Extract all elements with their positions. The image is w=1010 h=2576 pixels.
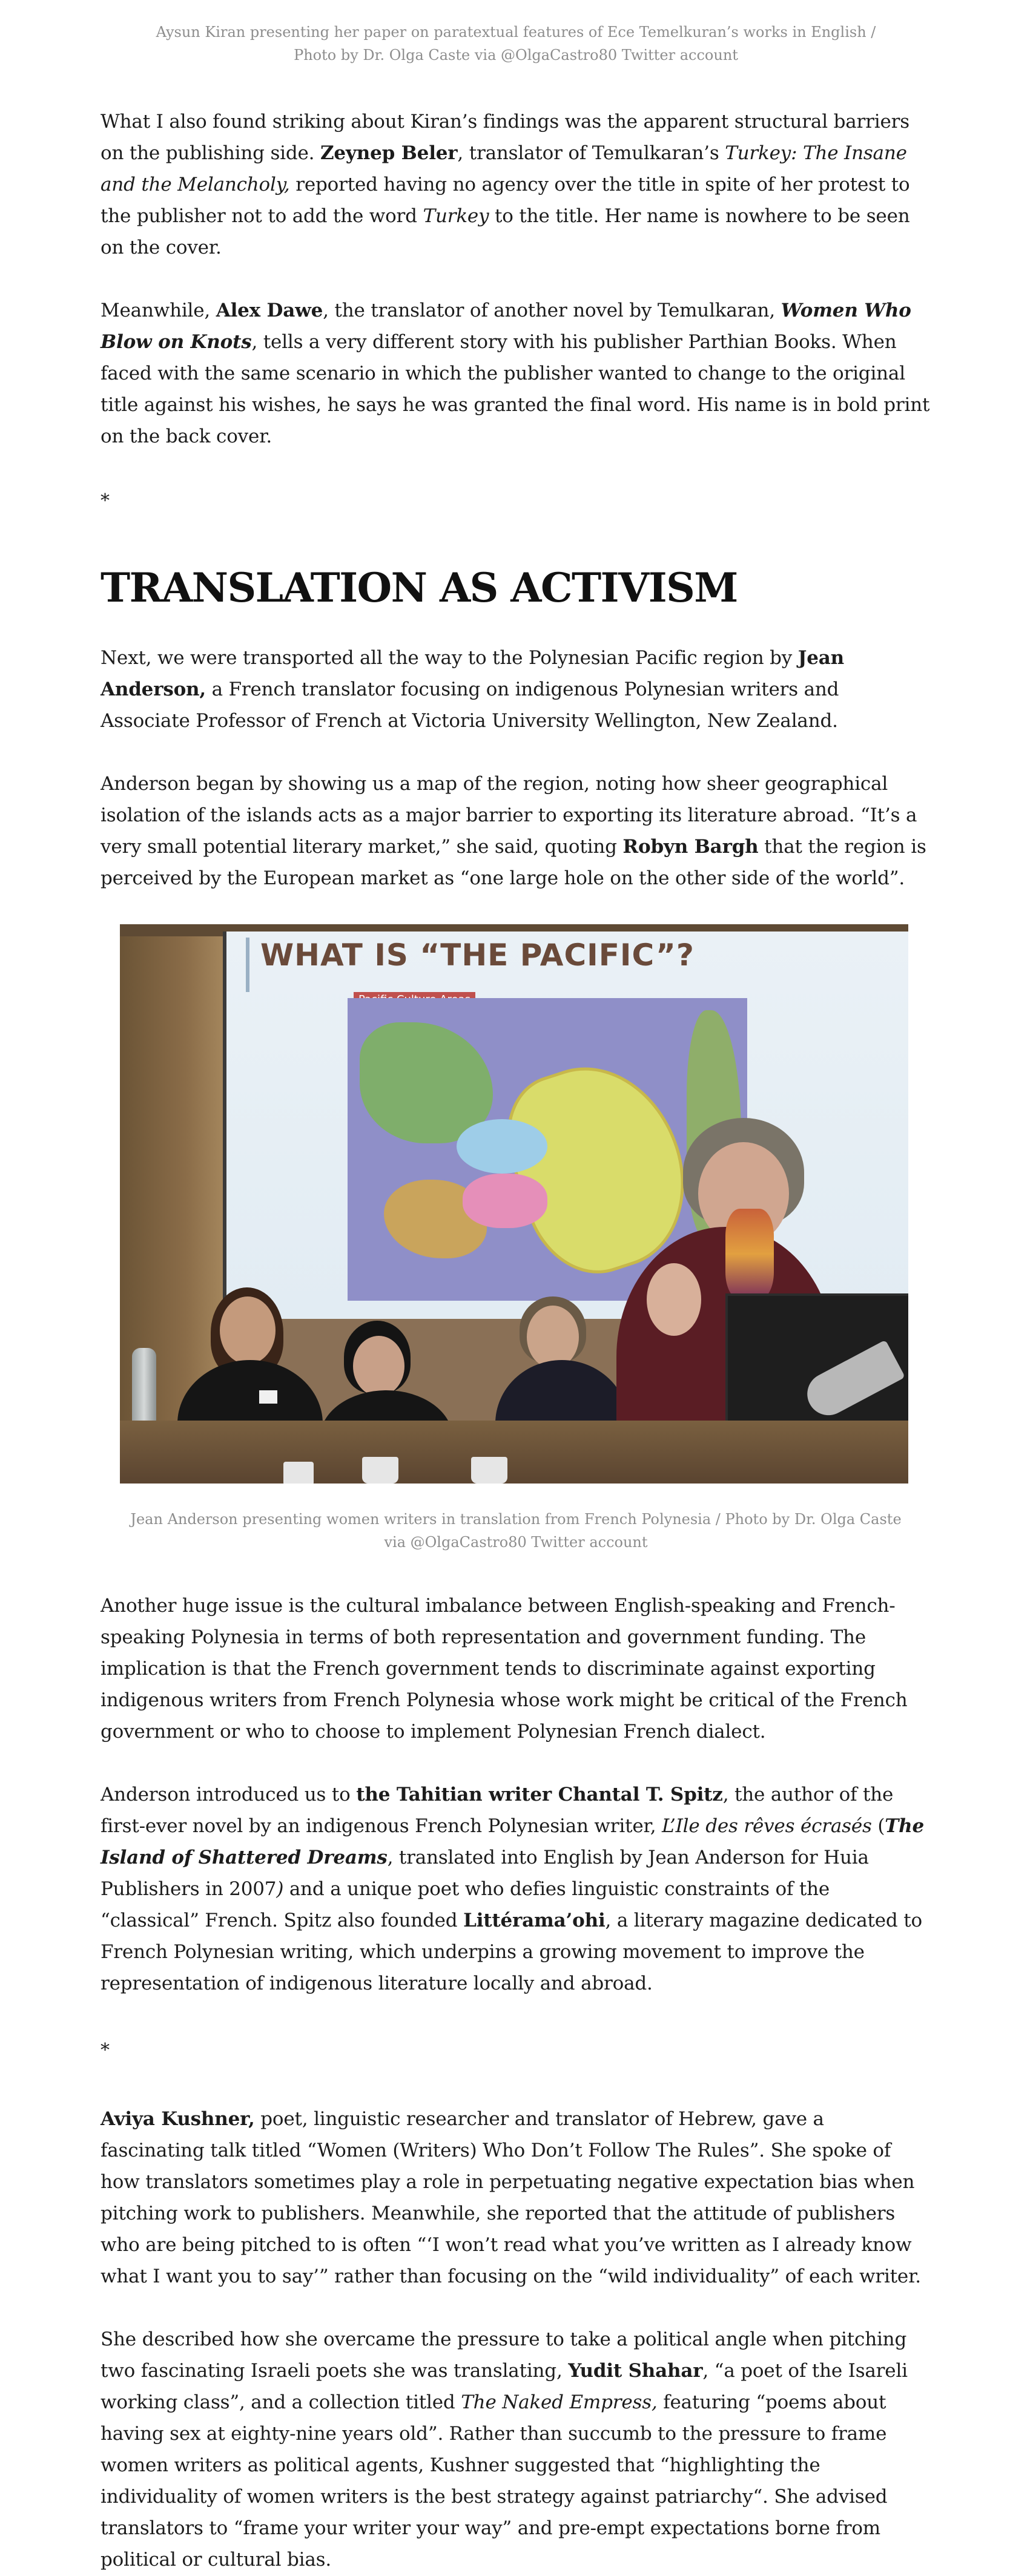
paragraph-israeli-poets: She described how she overcame the pressure to take a political angle when pitching two fascinating Israeli poets she was translating, Yudit Shahar, “a poet of the Isareli working class”, and a collection titled The Naked Empress, featuring “poems about having sex at eighty-nine years old”. Rather than succumb to the pressure to frame women writers as political agents, Kushner suggested that “highlighting the individuality of women writers is the best strategy against patriarchy“. She advised translators to “frame your writer your way” and pre-empt expectations borne from political or cultural bias. [101, 2328, 908, 2571]
name-chantal-spitz: the Tahitian writer Chantal T. Spitz [356, 1784, 723, 1806]
name-zeynep-beler: Zeynep Beler [320, 142, 458, 164]
photo-caption-anderson [128, 1508, 903, 1554]
slide-title: WHAT IS “THE PACIFIC”? [260, 938, 695, 973]
caption-line: via @OlgaCastro80 Twitter account [384, 1534, 648, 1551]
paragraph-anderson-map: Anderson began by showing us a map of the region, noting how sheer geographical isolation of the islands acts as a major barrier to exporting its literature abroad. “It’s a very small potential literary market,” she said, quoting Robyn Bargh that the region is perceived by the European market as “one large hole on the other side of the world”. [101, 773, 926, 889]
section-separator: * [101, 2040, 110, 2061]
book-title: The Island of Shattered Dreams [101, 1815, 925, 1868]
paragraph-jean-anderson: Next, we were transported all the way to the Polynesian Pacific region by Jean Anderson, a French translator focusing on indigenous Polynesian writers and Associate Professor of French at Victoria University Wellington, New Zealand. [101, 647, 844, 732]
word-turkey: Turkey [423, 205, 489, 227]
caption-line: Jean Anderson presenting women writers in translation from French Polynesia / Photo by Dr. Olga Caste [130, 1511, 902, 1528]
projector-screen [223, 932, 908, 1319]
name-yudit-shahar: Yudit Shahar [568, 2360, 703, 2382]
paragraph-alex-dawe: Meanwhile, Alex Dawe, the translator of another novel by Temulkaran, Women Who Blow on Knots, tells a very different story with his publisher Parthian Books. When faced with the same scenario in which the publisher wanted to change to the original title against his wishes, he says he was granted the final word. His name is in bold print on the back cover. [101, 300, 930, 447]
name-alex-dawe: Alex Dawe [216, 300, 323, 321]
paragraph-cultural-imbalance: Another huge issue is the cultural imbalance between English-speaking and French-speaking Polynesia in terms of both representation and government funding. The implication is that the French government tends to discriminate against exporting indigenous writers from French Polynesia whose work might be critical of the French government or who to choose to implement Polynesian French dialect. [101, 1595, 908, 1743]
book-title: Turkey: The Insane and the Melancholy, [101, 142, 907, 196]
section-separator: * [101, 490, 110, 511]
photo-caption-top [128, 0, 903, 67]
name-robyn-bargh: Robyn Bargh [622, 836, 759, 858]
paragraph-chantal-spitz: Anderson introduced us to the Tahitian writer Chantal T. Spitz, the author of the first-ever novel by an indigenous French Polynesian writer, L’Ile des rêves écrasés (The Island of Shattered Dreams, translated into English by Jean Anderson for Huia Publishers in 2007) and a unique poet who defies linguistic constraints of the “classical” French. Spitz also founded Littérama’ohi, a literary magazine dedicated to French Polynesian writing, which underpins a growing movement to improve the representation of indigenous literature locally and abroad. [101, 1784, 925, 1994]
book-title: Women Who Blow on Knots [101, 300, 911, 353]
paragraph-aviya-kushner: Aviya Kushner, poet, linguistic researcher and translator of Hebrew, gave a fascinating talk titled “Women (Writers) Who Don’t Follow The Rules”. She spoke of how translators sometimes play a role in perpetuating negative expectation bias when pitching work to publishers. Meanwhile, she reported that the attitude of publishers who are being pitched to is often “‘I won’t read what you’ve written as I already know what I want you to say’” rather than focusing on the “wild individuality” of each writer. [101, 2108, 921, 2287]
article-column [101, 0, 931, 2575]
magazine-name: Littérama’ohi [463, 1910, 606, 1931]
book-title: L’Ile des rêves écrasés [662, 1815, 872, 1837]
paragraph-kiran-findings: What I also found striking about Kiran’s findings was the apparent structural barriers on the publishing side. Zeynep Beler, translator of Temulkaran’s Turkey: The Insane and the Melancholy, reported having no agency over the title in spite of her protest to the publisher not to add the word Turkey to the title. Her name is nowhere to be seen on the cover. [101, 111, 910, 258]
caption-line: Photo by Dr. Olga Caste via @OlgaCastro80 Twitter account [294, 47, 738, 64]
section-heading: TRANSLATION AS ACTIVISM [101, 564, 738, 611]
name-aviya-kushner: Aviya Kushner, [101, 2108, 255, 2130]
book-title: The Naked Empress, [461, 2391, 658, 2413]
article-photo-jean-anderson [120, 924, 908, 1484]
name-jean-anderson: Jean Anderson, [101, 647, 844, 700]
caption-line: Aysun Kiran presenting her paper on paratextual features of Ece Temelkuran’s works in English / [156, 24, 876, 41]
